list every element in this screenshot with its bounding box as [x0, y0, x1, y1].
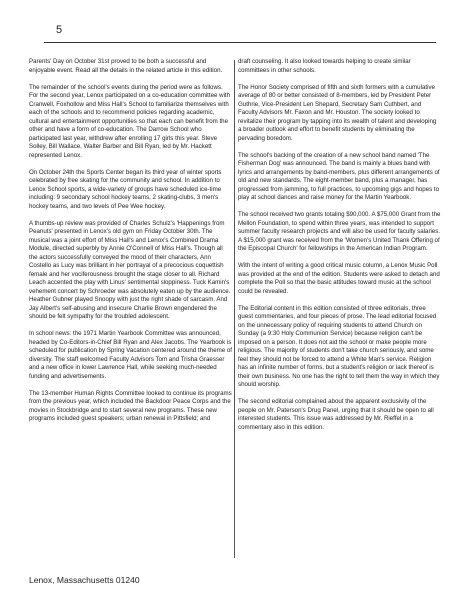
paragraph: The second editorial complained about the apparent exclusivity of the people on Mr. Paterson's Drug Panel, urging that it should be open to all interested students. This issue was addressed by Mr. Rieffel in a commentary also in this edition.	[238, 398, 434, 431]
paragraph: The school received two grants totaling $90,000. A $75,000 Grant from the Mellon Foundation, to spend within three years, was intended to support summer faculty research projects and will also be used for faculty salaries. A $15,000 grant was received from the 'Women's United Thank Offering of the Episcopal Church' for fellowships in the American Indian Program.	[238, 211, 441, 252]
left-column	[29, 58, 232, 432]
paragraph: The school's backing of the creation of a new school band named 'The Fisherman Dog' was announced. The band is mainly a blues band with lyrics and arrangements by band-members, plus different arrangements of old and new standards. The eight-member band, plus a manager, has progressed from jamming, to full practices, to upcoming gigs and hopes to play at school dances and raise money for the Martin Yearbook.	[238, 151, 440, 201]
right-column	[238, 58, 441, 441]
page-header	[44, 24, 436, 43]
paragraph: On October 24th the Sports Center began its third year of winter sports celebrated by free skating for the community and school. In addition to Lenox School sports, a wide-variety of groups have scheduled ice-time including: 9 secondary school hockey teams, 2 skating-clubs, 3 men's hockey teams, and two levels of Pee Wee hockey.	[29, 168, 222, 210]
column-divider	[234, 60, 235, 558]
footer-address: Lenox, Massachusetts 01240	[29, 575, 140, 585]
paragraph: The 13-member Human Rights Committee looked to continue its programs from the previous year, which included the Backdoor Peace Corps and the movies in Stockbridge and to start several new programs. These new programs included guest speakers; urban renewal in Pittsfield; and	[29, 389, 232, 422]
page-number: 5	[56, 24, 63, 36]
paragraph: The Editorial content in this edition consisted of three editorials, three guest commentaries, and four pieces of prose. The lead editorial focused on the unnecessary policy of requiring students to attend Church on Sunday (a 9:30 Holy Communion Service) because religion can't be imposed on a person. It does not aid the school or make people more religious. The majority of students don't take church seriously, and some feel they should not be forced to attend a White Man's service. Religion has an infinite number of forms, but a student's religion or lack thereof is their own business. No one has the right to tell them the way in which they should worship.	[238, 304, 440, 388]
paragraph: A thumbs-up review was provided of Charles Schulz's 'Happenings from Peanuts' presented in Lenox's old gym on Friday October 30th. The musical was a joint effort of Miss Hall's and Lenox's Combined Drama Module, directed superbly by Annie O'Connell of Miss Hall's. Though all the actors successfully conveyed the mood of their characters, Ann Costello as Lucy was brilliant in her portrayal of a precocious coquettish female and her vociferousness brought the stage closer to all. Richard Leach accented the play with Linus' sentimental sloppiness. Tuck Kamin's vehement concert by Schroeder was absolutely eaten up by the audience. Heather Gubner played Snoopy with just the right shade of sarcasm. And Jay Albert's self-abusing and insecure Charlie Brown engendered the should be felt sympathy for the troubled adolescent.	[29, 219, 231, 320]
paragraph: The Honor Society comprised of fifth and sixth formers with a cumulative average of 80 or better consisted of 8-members, led by President Peter Guthrie, Vice-President Len Shepard, Secretary Sam Cuthbert, and Faculty Advisors Mr. Faxon and Mr. Houston. The society looked to revitalize their program by tapping into its wealth of talent and developing a broader outlook and effort to benefit students by eliminating the pervading boredom.	[238, 83, 437, 142]
paragraph: Parents' Day on October 31st proved to be both a successful and enjoyable event. Read all the details in the related article in this edition.	[29, 58, 223, 74]
paragraph: In school news: the 1971 Martin Yearbook Committee was announced, headed by Co-Editors-in-Chief Bill Ryan and Alex Jacobs. The Yearbook is scheduled for publication by Spring Vacation centered around the theme of diversity. The staff welcomed Faculty Advisors Tom and Trisha Graesser and a new office in lower Lawrence Hall, while seeking much-needed funding and advertisements.	[29, 330, 233, 380]
paragraph: draft counseling. It also looked towards helping to create similar committees in other schools.	[238, 58, 411, 74]
paragraph: The remainder of the school's events during the period were as follows. For the second year, Lenox participated on a co-education committee with Cranwell, Foxhollow and Miss Hall's School to familiarize themselves with each of the schools and to recommend policies regarding academic, cultural and entertainment opportunities so that each can benefit from the other and have a form of co-education. The Darrow School who participated last year, withdrew after enrolling 17 girls this year. Steve Solley, Bill Wallace, Walter Barber and Bill Ryan, led by Mr. Hackett represented Lenox.	[29, 83, 231, 159]
paragraph: With the intent of writing a good critical music column, a Lenox Music Poll was provided at the end of the edition. Students were asked to detach and complete the Poll so that the basic attitudes toward music at the school could be revealed.	[238, 262, 440, 295]
